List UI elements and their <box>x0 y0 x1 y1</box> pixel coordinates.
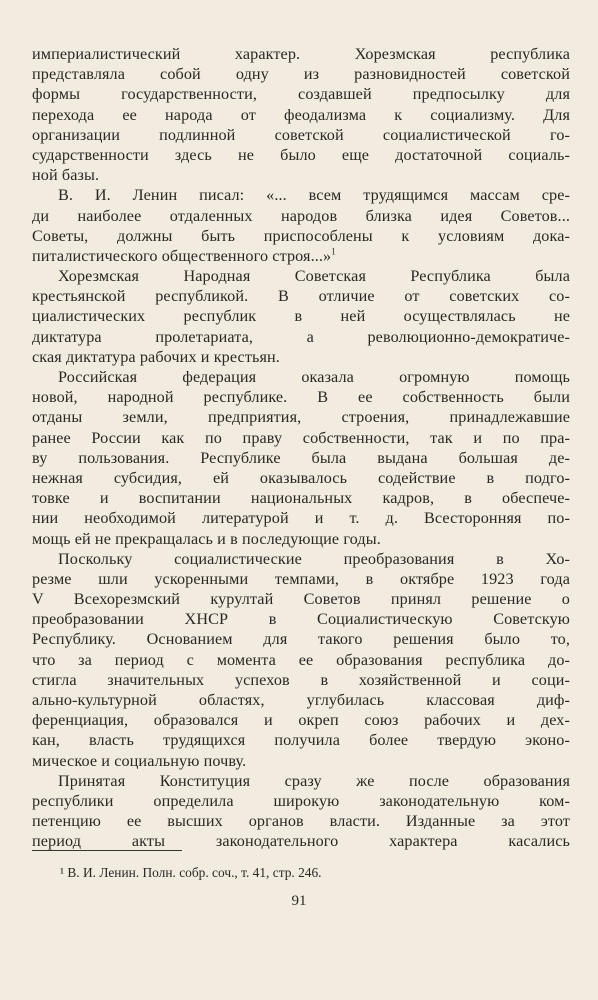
text-line: ально-культурной областях, углубилась классовая диф- <box>32 691 570 709</box>
text-line: империалистический характер. Хорезмская республика <box>32 45 570 63</box>
text-line: преобразовании ХНСР в Социалистическую Советскую <box>32 610 570 629</box>
text-line: нежная субсидия, ей оказывалось содействие в подго- <box>32 468 570 487</box>
text-line: крестьянской республикой. В отличие от советских со- <box>32 287 570 306</box>
text-line: представляла собой одну из разновидностей советской <box>32 65 570 84</box>
text-line: товке и воспитании национальных кадров, в обеспече- <box>32 489 570 508</box>
text-line: диктатура пролетариата, а революционно-демократиче- <box>32 327 570 346</box>
text-line: что за период с момента ее образования республика до- <box>32 650 570 669</box>
text-line: Республику. Основанием для такого решения было то, <box>32 630 570 649</box>
text-line: ной базы. <box>32 166 100 185</box>
main-text <box>32 44 570 852</box>
footnote-divider <box>32 850 182 851</box>
text-line: Поскольку социалистические преобразования в Хо- <box>58 549 570 568</box>
text-line: Советы, должны быть приспособлены к условиям дока- <box>32 226 570 245</box>
text-line: V Всехорезмский курултай Советов принял решение о <box>32 590 570 609</box>
text-line: формы государственности, создавшей предпосылку для <box>32 85 570 104</box>
text-line: циалистических республик в ней осуществлялась не <box>32 307 570 326</box>
text-line: петенцию ее высших органов власти. Изданные за этот <box>32 812 570 831</box>
text-line: организации подлинной советской социалистической го- <box>32 125 570 144</box>
text-line: новой, народной республике. В ее собственность были <box>32 388 570 407</box>
text-line: стигла значительных успехов в хозяйственной и соци- <box>32 670 570 689</box>
text-line: ская диктатура рабочих и крестьян. <box>32 347 280 366</box>
text-line: период акты законодательного характера касались <box>32 832 570 851</box>
text-line: сударственности здесь не было еще достаточной социаль- <box>32 145 570 164</box>
text-line: ди наиболее отдаленных народов близка идея Советов... <box>32 206 570 225</box>
text-line: Принятая Конституция сразу же после образования <box>58 771 570 790</box>
page-number: 91 <box>291 893 307 909</box>
text-line: ву пользования. Республике была выдана большая де- <box>32 448 570 467</box>
footnote-ref: 1 <box>331 246 336 257</box>
text-line: Хорезмская Народная Советская Республика была <box>58 267 570 286</box>
text-line: Российская федерация оказала огромную помощь <box>58 368 570 386</box>
text-line: мическое и социальную почву. <box>32 751 247 770</box>
text-line: отданы земли, предприятия, строения, принадлежавшие <box>32 408 570 427</box>
text-line: резме шли ускоренными темпами, в октябре 1923 года <box>32 569 570 588</box>
text-line: перехода ее народа от феодализма к социализму. Для <box>32 105 570 124</box>
text-line: кан, власть трудящихся получила более твердую эконо- <box>32 731 570 750</box>
text-line: республики определила широкую законодательную ком- <box>32 791 570 810</box>
quote-end-text: питалистического общественного строя...» <box>32 246 332 265</box>
text-line: В. И. Ленин писал: «... всем трудящимся массам сре- <box>58 186 570 205</box>
text-line: мощь ей не прекращалась и в последующие годы. <box>32 529 381 548</box>
footnote-text: ¹ В. И. Ленин. Полн. собр. соч., т. 41, стр. 246. <box>60 865 322 880</box>
text-line: ранее России как по праву собственности, так и по пра- <box>32 428 570 447</box>
text-line: нии необходимой литературой и т. д. Всесторонняя по- <box>32 509 570 528</box>
text-line: ференциация, образовался и окреп союз рабочих и дех- <box>32 711 570 730</box>
page-body <box>32 44 570 852</box>
text-line <box>32 246 570 266</box>
